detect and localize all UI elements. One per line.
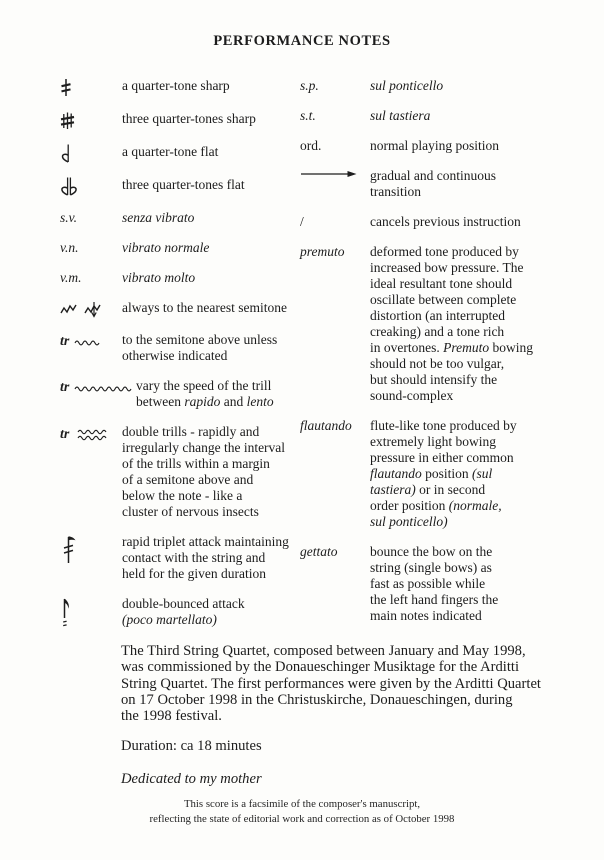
glossary-entry [60, 596, 328, 628]
glossary-left-column [60, 78, 328, 642]
three-quarter-sharp-icon [60, 111, 122, 130]
glossary-entry [300, 418, 585, 530]
triplet-attack-icon [60, 534, 122, 566]
glossary-term: gettato [300, 544, 338, 559]
glossary-entry [300, 214, 585, 230]
glossary-definition: rapid triplet attack maintaining contact with the string and held for the given duration [122, 534, 289, 581]
glossary-term: s.t. [300, 108, 316, 123]
glossary-definition: three quarter-tones flat [122, 177, 245, 192]
dedication-note: Dedicated to my mother [121, 770, 262, 787]
glossary-entry [60, 78, 328, 97]
glossary-entry [300, 78, 585, 94]
glossary-definition: three quarter-tones sharp [122, 111, 256, 126]
glossary-definition: bounce the bow on the string (single bows) as fast as possible while the left hand fingers the main notes indicated [370, 544, 499, 623]
page-title: PERFORMANCE NOTES [213, 33, 391, 49]
glossary-entry [60, 240, 328, 256]
glossary-definition: deformed tone produced by increased bow pressure. The ideal resultant tone should oscillate between complete distortion (an interrupted creaking) and a tone rich in overtones. Premuto bowing should not be too vulgar, but should intensify the sound-complex [370, 244, 533, 403]
semitone-zigzag-icon [60, 300, 122, 318]
trill-long-icon [60, 378, 136, 396]
glossary-definition: double trills - rapidly and irregularly change the interval of the trills within a margin of a semitone above and below the note - like a cluster of nervous insects [122, 424, 286, 519]
glossary-definition: vibrato molto [122, 270, 196, 285]
glossary-term: premuto [300, 244, 345, 259]
glossary-entry [60, 210, 328, 226]
glossary-entry [60, 424, 328, 520]
glossary-definition: to the semitone above unless otherwise indicated [122, 332, 278, 363]
glossary-definition: sul tastiera [370, 108, 431, 123]
glossary-definition: always to the nearest semitone [122, 300, 287, 315]
glossary-definition: flute-like tone produced by extremely light bowing pressure in either common flautando position (sul tastiera) or in second order position (normale, sul ponticello) [370, 418, 517, 529]
glossary-definition: vibrato normale [122, 240, 210, 255]
right-arrow-icon [300, 168, 370, 180]
glossary-right-column [300, 78, 585, 638]
glossary-definition: normal playing position [370, 138, 499, 153]
glossary-term: s.v. [60, 210, 77, 225]
glossary-entry [300, 108, 585, 124]
glossary-entry [300, 244, 585, 404]
glossary-definition: gradual and continuous transition [370, 168, 496, 199]
glossary-entry [60, 378, 328, 410]
duration-note: Duration: ca 18 minutes [121, 738, 262, 755]
glossary-term: / [300, 214, 304, 229]
glossary-entry [300, 138, 585, 154]
quarter-sharp-icon [60, 78, 122, 97]
glossary-term: ord. [300, 138, 322, 153]
glossary-entry [60, 300, 328, 318]
glossary-entry [300, 544, 585, 624]
glossary-entry [60, 111, 328, 130]
glossary-entry [60, 144, 328, 163]
glossary-entry [60, 534, 328, 582]
glossary-definition: sul ponticello [370, 78, 444, 93]
glossary-entry [60, 177, 328, 196]
glossary-term: v.n. [60, 240, 79, 255]
glossary-definition: cancels previous instruction [370, 214, 521, 229]
glossary-entry [60, 332, 328, 364]
double-bounce-icon [60, 596, 122, 628]
glossary-term: flautando [300, 418, 352, 433]
glossary-definition: a quarter-tone sharp [122, 78, 230, 93]
glossary-definition: double-bounced attack (poco martellato) [122, 596, 245, 627]
commission-paragraph: The Third String Quartet, composed between January and May 1998, was commissioned by the Donaueschinger Musiktage for the Arditti String Quartet. The first performances were given by the Arditti Quartet on 17 October 1998 in the Christuskirche, Donaueschingen, during the 1998 festival. [121, 643, 541, 725]
svg-text:tr: tr [60, 334, 70, 349]
trill-short-icon [60, 332, 122, 350]
glossary-definition: senza vibrato [122, 210, 195, 225]
facsimile-note: This score is a facsimile of the composer's manuscript, reflecting the state of editorial work and correction as of October 1998 [149, 798, 455, 825]
glossary-definition: vary the speed of the trill between rapido and lento [136, 378, 274, 409]
glossary-definition: a quarter-tone flat [122, 144, 219, 159]
quarter-flat-icon [60, 144, 122, 163]
glossary-term: v.m. [60, 270, 82, 285]
closing-section [121, 643, 581, 787]
glossary-term: s.p. [300, 78, 319, 93]
svg-text:tr: tr [60, 427, 70, 442]
three-quarter-flat-icon [60, 177, 122, 196]
trill-double-icon [60, 424, 122, 444]
svg-text:tr: tr [60, 380, 70, 395]
glossary-entry [300, 168, 585, 200]
glossary-entry [60, 270, 328, 286]
